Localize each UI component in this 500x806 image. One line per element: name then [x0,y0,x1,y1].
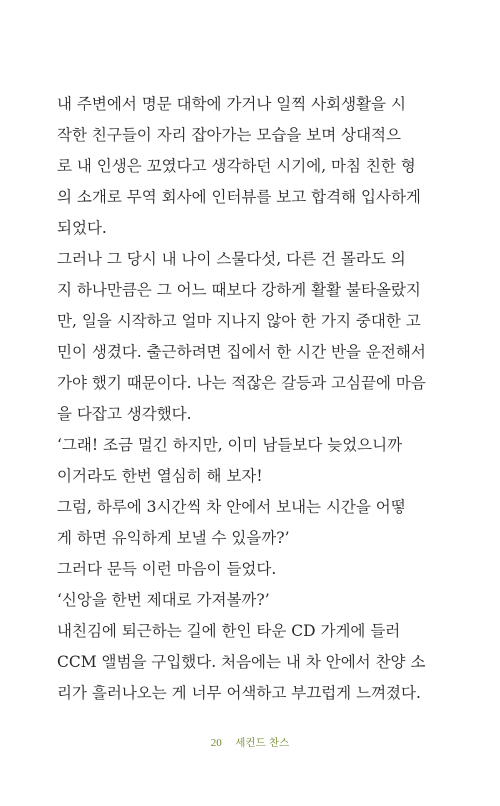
page-number: 20 [210,737,222,749]
text-line: 을 다잡고 생각했다. [57,405,192,423]
text-line: ‘신앙을 한번 제대로 가져볼까?’ [57,591,270,609]
text-line: 게 하면 유익하게 보낼 수 있을까?’ [57,529,290,547]
text-line: 그러나 그 당시 내 나이 스물다섯, 다른 건 몰라도 의 [57,250,406,268]
text-line: 가야 했기 때문이다. 나는 적잖은 갈등과 고심끝에 마음 [57,374,426,392]
text-line: 내친김에 퇴근하는 길에 한인 타운 CD 가게에 들러 [57,622,401,640]
text-line: ‘그래! 조금 멀긴 하지만, 이미 남들보다 늦었으니까 [57,436,403,454]
text-line: 작한 친구들이 자리 잡아가는 모습을 보며 상대적으 [57,126,401,144]
text-line: 의 소개로 무역 회사에 인터뷰를 보고 합격해 입사하게 [57,188,421,206]
running-title: 세컨드 찬스 [235,737,290,749]
text-line: 민이 생겼다. 출근하려면 집에서 한 시간 반을 운전해서 [57,343,426,361]
text-line: 되었다. [57,219,107,237]
text-line: 만, 일을 시작하고 얼마 지나지 않아 한 가지 중대한 고 [57,312,421,330]
text-line: 내 주변에서 명문 대학에 가거나 일찍 사회생활을 시 [57,95,406,113]
page-footer [0,736,500,750]
text-line: CCM 앨범을 구입했다. 처음에는 내 차 안에서 찬양 소 [57,653,426,671]
text-line: 이거라도 한번 열심히 해 보자! [57,467,263,485]
text-line: 그러다 문득 이런 마음이 들었다. [57,560,277,578]
text-line: 그럼, 하루에 3시간씩 차 안에서 보내는 시간을 어떻 [57,498,406,516]
text-line: 로 내 인생은 꼬였다고 생각하던 시기에, 마침 친한 형 [57,157,416,175]
text-line: 지 하나만큼은 그 어느 때보다 강하게 활활 불타올랐지 [57,281,421,299]
text-line: 리가 흘러나오는 게 너무 어색하고 부끄럽게 느껴졌다. [57,684,421,702]
